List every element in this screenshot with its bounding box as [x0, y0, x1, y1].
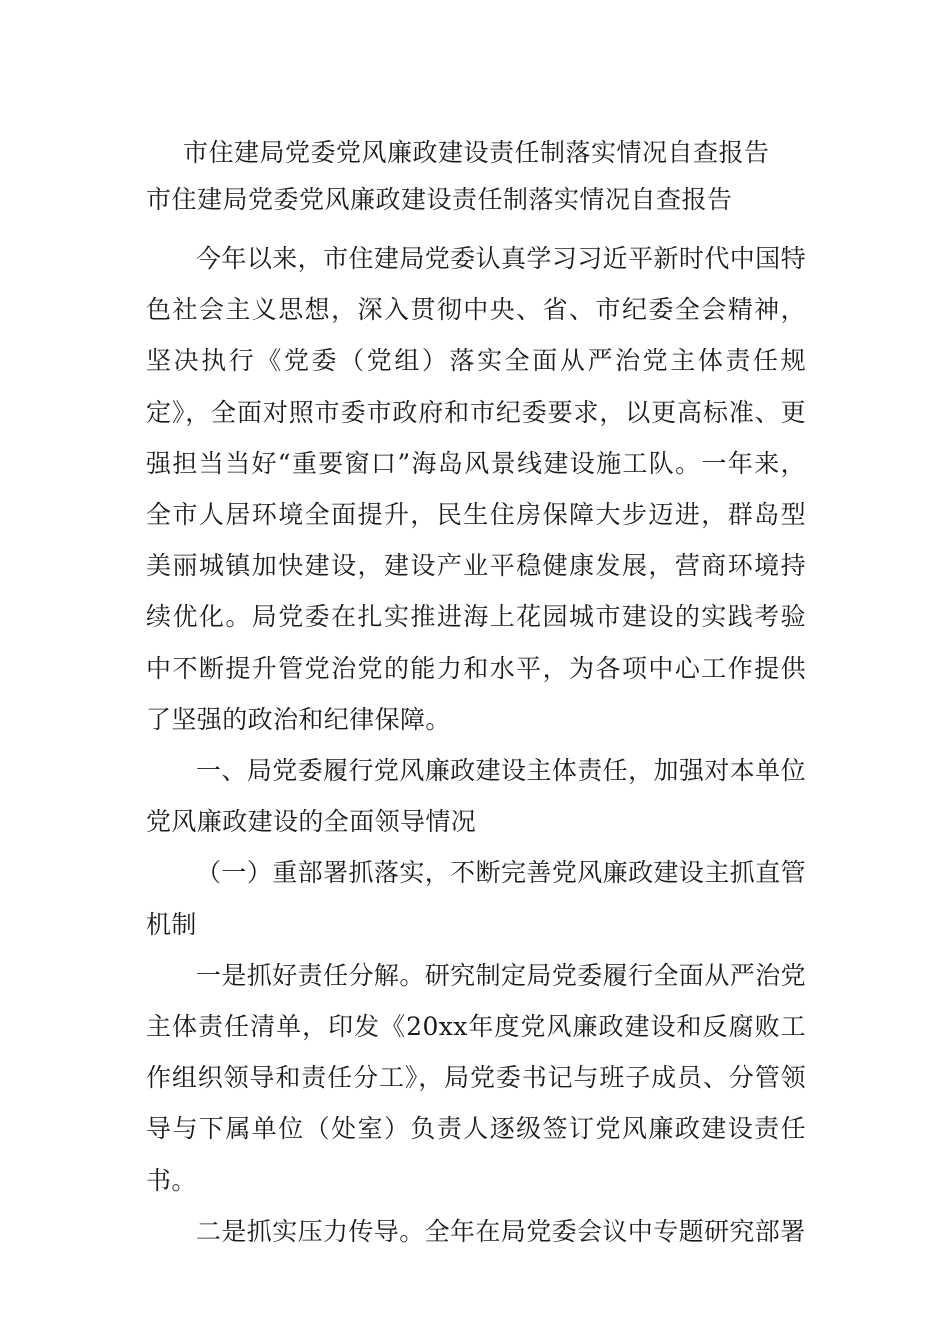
section-heading: 一、局党委履行党风廉政建设主体责任，加强对本单位党风廉政建设的全面领导情况	[146, 756, 806, 837]
paragraph-point-one: 一是抓好责任分解。研究制定局党委履行全面从严治党主体责任清单，印发《20xx年度党风廉政建设和反腐败工作组织领导和责任分工》，局党委书记与班子成员、分管领导与下属单位（处室）负责人逐级签订党风廉政建设责任书。	[146, 960, 806, 1195]
subsection-heading: （一）重部署抓落实，不断完善党风廉政建设主抓直管机制	[146, 858, 806, 939]
paragraph-intro: 今年以来，市住建局党委认真学习习近平新时代中国特色社会主义思想，深入贯彻中央、省、市纪委全会精神，坚决执行《党委（党组）落实全面从严治党主体责任规定》，全面对照市委市政府和市纪委要求，以更高标准、更强担当当好“重要窗口”海岛风景线建设施工队。一年来，全市人居环境全面提升，民生住房保障大步迈进，群岛型美丽城镇加快建设，建设产业平稳健康发展，营商环境持续优化。局党委在扎实推进海上花园城市建设的实践考验中不断提升管党治党的能力和水平，为各项中心工作提供了坚强的政治和纪律保障。	[146, 244, 806, 734]
paragraph-point-two: 二是抓实压力传导。全年在局党委会议中专题研究部署	[196, 1216, 806, 1246]
document-subtitle: 市住建局党委党风廉政建设责任制落实情况自查报告	[146, 185, 733, 214]
document-body	[146, 233, 806, 1257]
document-title: 市住建局党委党风廉政建设责任制落实情况自查报告	[183, 138, 770, 167]
